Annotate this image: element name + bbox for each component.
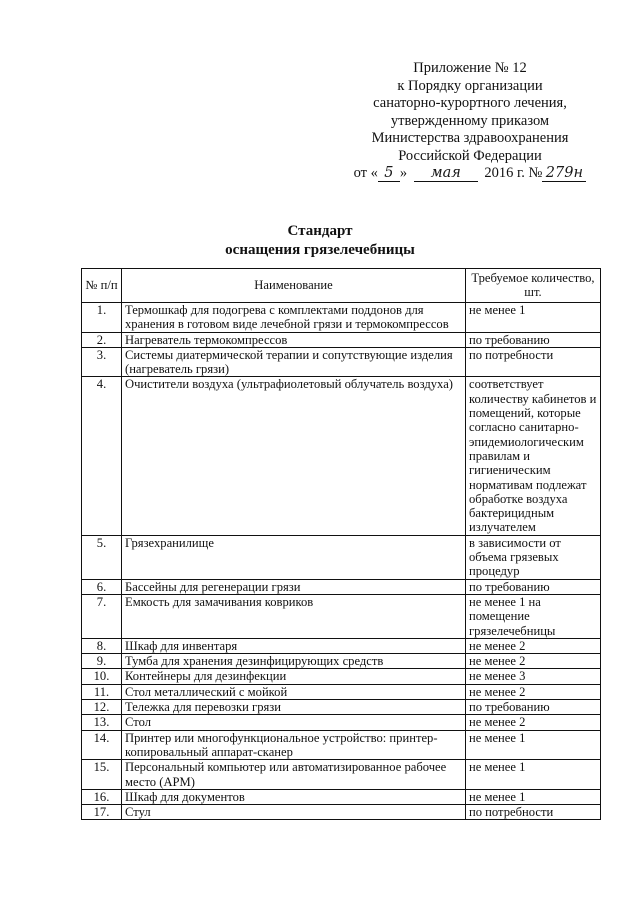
table-row: [82, 594, 601, 638]
appendix-line: Министерства здравоохранения: [371, 130, 569, 146]
order-mid: »: [399, 165, 408, 181]
table-row: [82, 535, 601, 579]
row-qty: не менее 1: [466, 730, 601, 760]
header-qty: Требуемое количество, шт.: [466, 269, 601, 303]
row-name: Емкость для замачивания ковриков: [122, 594, 466, 638]
table-row: [82, 730, 601, 760]
document-title: [0, 222, 640, 260]
row-qty: не менее 2: [466, 715, 601, 730]
row-name: Стул: [122, 805, 466, 820]
row-qty: не менее 2: [466, 654, 601, 669]
order-day-handwritten: 5: [378, 166, 400, 182]
equipment-table: [81, 268, 601, 820]
title-line-2: оснащения грязелечебницы: [225, 242, 415, 258]
row-num: 9.: [82, 654, 122, 669]
row-name: Шкаф для документов: [122, 789, 466, 804]
table-header-row: [82, 269, 601, 303]
row-qty: не менее 2: [466, 684, 601, 699]
row-name: Персональный компьютер или автоматизированное рабочее место (АРМ): [122, 760, 466, 790]
appendix-block: [340, 60, 600, 183]
row-num: 7.: [82, 594, 122, 638]
table-row: [82, 700, 601, 715]
order-month-handwritten: мая: [414, 166, 478, 182]
row-num: 1.: [82, 303, 122, 333]
table-row: [82, 684, 601, 699]
row-qty: по требованию: [466, 700, 601, 715]
row-num: 4.: [82, 377, 122, 535]
row-qty: по потребности: [466, 805, 601, 820]
row-qty: не менее 2: [466, 638, 601, 653]
row-num: 3.: [82, 347, 122, 377]
appendix-line: Российской Федерации: [398, 147, 542, 164]
row-num: 8.: [82, 638, 122, 653]
table-row: [82, 789, 601, 804]
row-num: 17.: [82, 805, 122, 820]
order-year: 2016 г. №: [484, 165, 543, 181]
row-name: Термошкаф для подогрева с комплектами поддонов для хранения в готовом виде лечебной грязи и термокомпрессов: [122, 303, 466, 333]
row-name: Тележка для перевозки грязи: [122, 700, 466, 715]
header-name: Наименование: [122, 269, 466, 303]
row-name: Контейнеры для дезинфекции: [122, 669, 466, 684]
row-num: 12.: [82, 700, 122, 715]
row-num: 16.: [82, 789, 122, 804]
row-qty: не менее 1: [466, 760, 601, 790]
appendix-line: к Порядку организации: [397, 77, 543, 94]
header-num: № п/п: [82, 269, 122, 303]
table-row: [82, 805, 601, 820]
table-row: [82, 654, 601, 669]
row-name: Грязехранилище: [122, 535, 466, 579]
table-row: [82, 760, 601, 790]
table-row: [82, 579, 601, 594]
row-num: 15.: [82, 760, 122, 790]
row-num: 10.: [82, 669, 122, 684]
row-num: 2.: [82, 332, 122, 347]
row-num: 14.: [82, 730, 122, 760]
table-row: [82, 347, 601, 377]
table-row: [82, 332, 601, 347]
row-name: Системы диатермической терапии и сопутствующие изделия (нагреватель грязи): [122, 347, 466, 377]
row-num: 6.: [82, 579, 122, 594]
row-qty: не менее 1: [466, 303, 601, 333]
row-name: Тумба для хранения дезинфицирующих средств: [122, 654, 466, 669]
table-row: [82, 377, 601, 535]
row-qty: по требованию: [466, 332, 601, 347]
appendix-line: утвержденному приказом: [390, 112, 550, 129]
row-name: Очистители воздуха (ультрафиолетовый облучатель воздуха): [122, 377, 466, 535]
row-num: 11.: [82, 684, 122, 699]
row-qty: не менее 1: [466, 789, 601, 804]
row-name: Нагреватель термокомпрессов: [122, 332, 466, 347]
order-prefix: от «: [353, 165, 378, 181]
order-line: [340, 165, 600, 183]
row-num: 13.: [82, 715, 122, 730]
table-body: [82, 303, 601, 820]
row-qty: соответствует количеству кабинетов и помещений, которые согласно санитарно-эпидемиологическим правилам и гигиеническим нормативам подлежат обработке воздуха бактерицидным излучателем: [466, 377, 601, 535]
row-num: 5.: [82, 535, 122, 579]
order-number-handwritten: 279н: [542, 166, 586, 182]
title-line-1: Стандарт: [287, 223, 353, 239]
table-row: [82, 638, 601, 653]
table-row: [82, 715, 601, 730]
row-name: Стол: [122, 715, 466, 730]
row-qty: по требованию: [466, 579, 601, 594]
appendix-line: Приложение № 12: [413, 60, 527, 76]
table-row: [82, 303, 601, 333]
row-qty: не менее 3: [466, 669, 601, 684]
table-row: [82, 669, 601, 684]
row-qty: не менее 1 на помещение грязелечебницы: [466, 594, 601, 638]
row-qty: по потребности: [466, 347, 601, 377]
row-name: Принтер или многофункциональное устройство: принтер-копировальный аппарат-сканер: [122, 730, 466, 760]
row-qty: в зависимости от объема грязевых процедур: [466, 535, 601, 579]
row-name: Стол металлический с мойкой: [122, 684, 466, 699]
row-name: Шкаф для инвентаря: [122, 638, 466, 653]
row-name: Бассейны для регенерации грязи: [122, 579, 466, 594]
appendix-line: санаторно-курортного лечения,: [373, 95, 567, 111]
